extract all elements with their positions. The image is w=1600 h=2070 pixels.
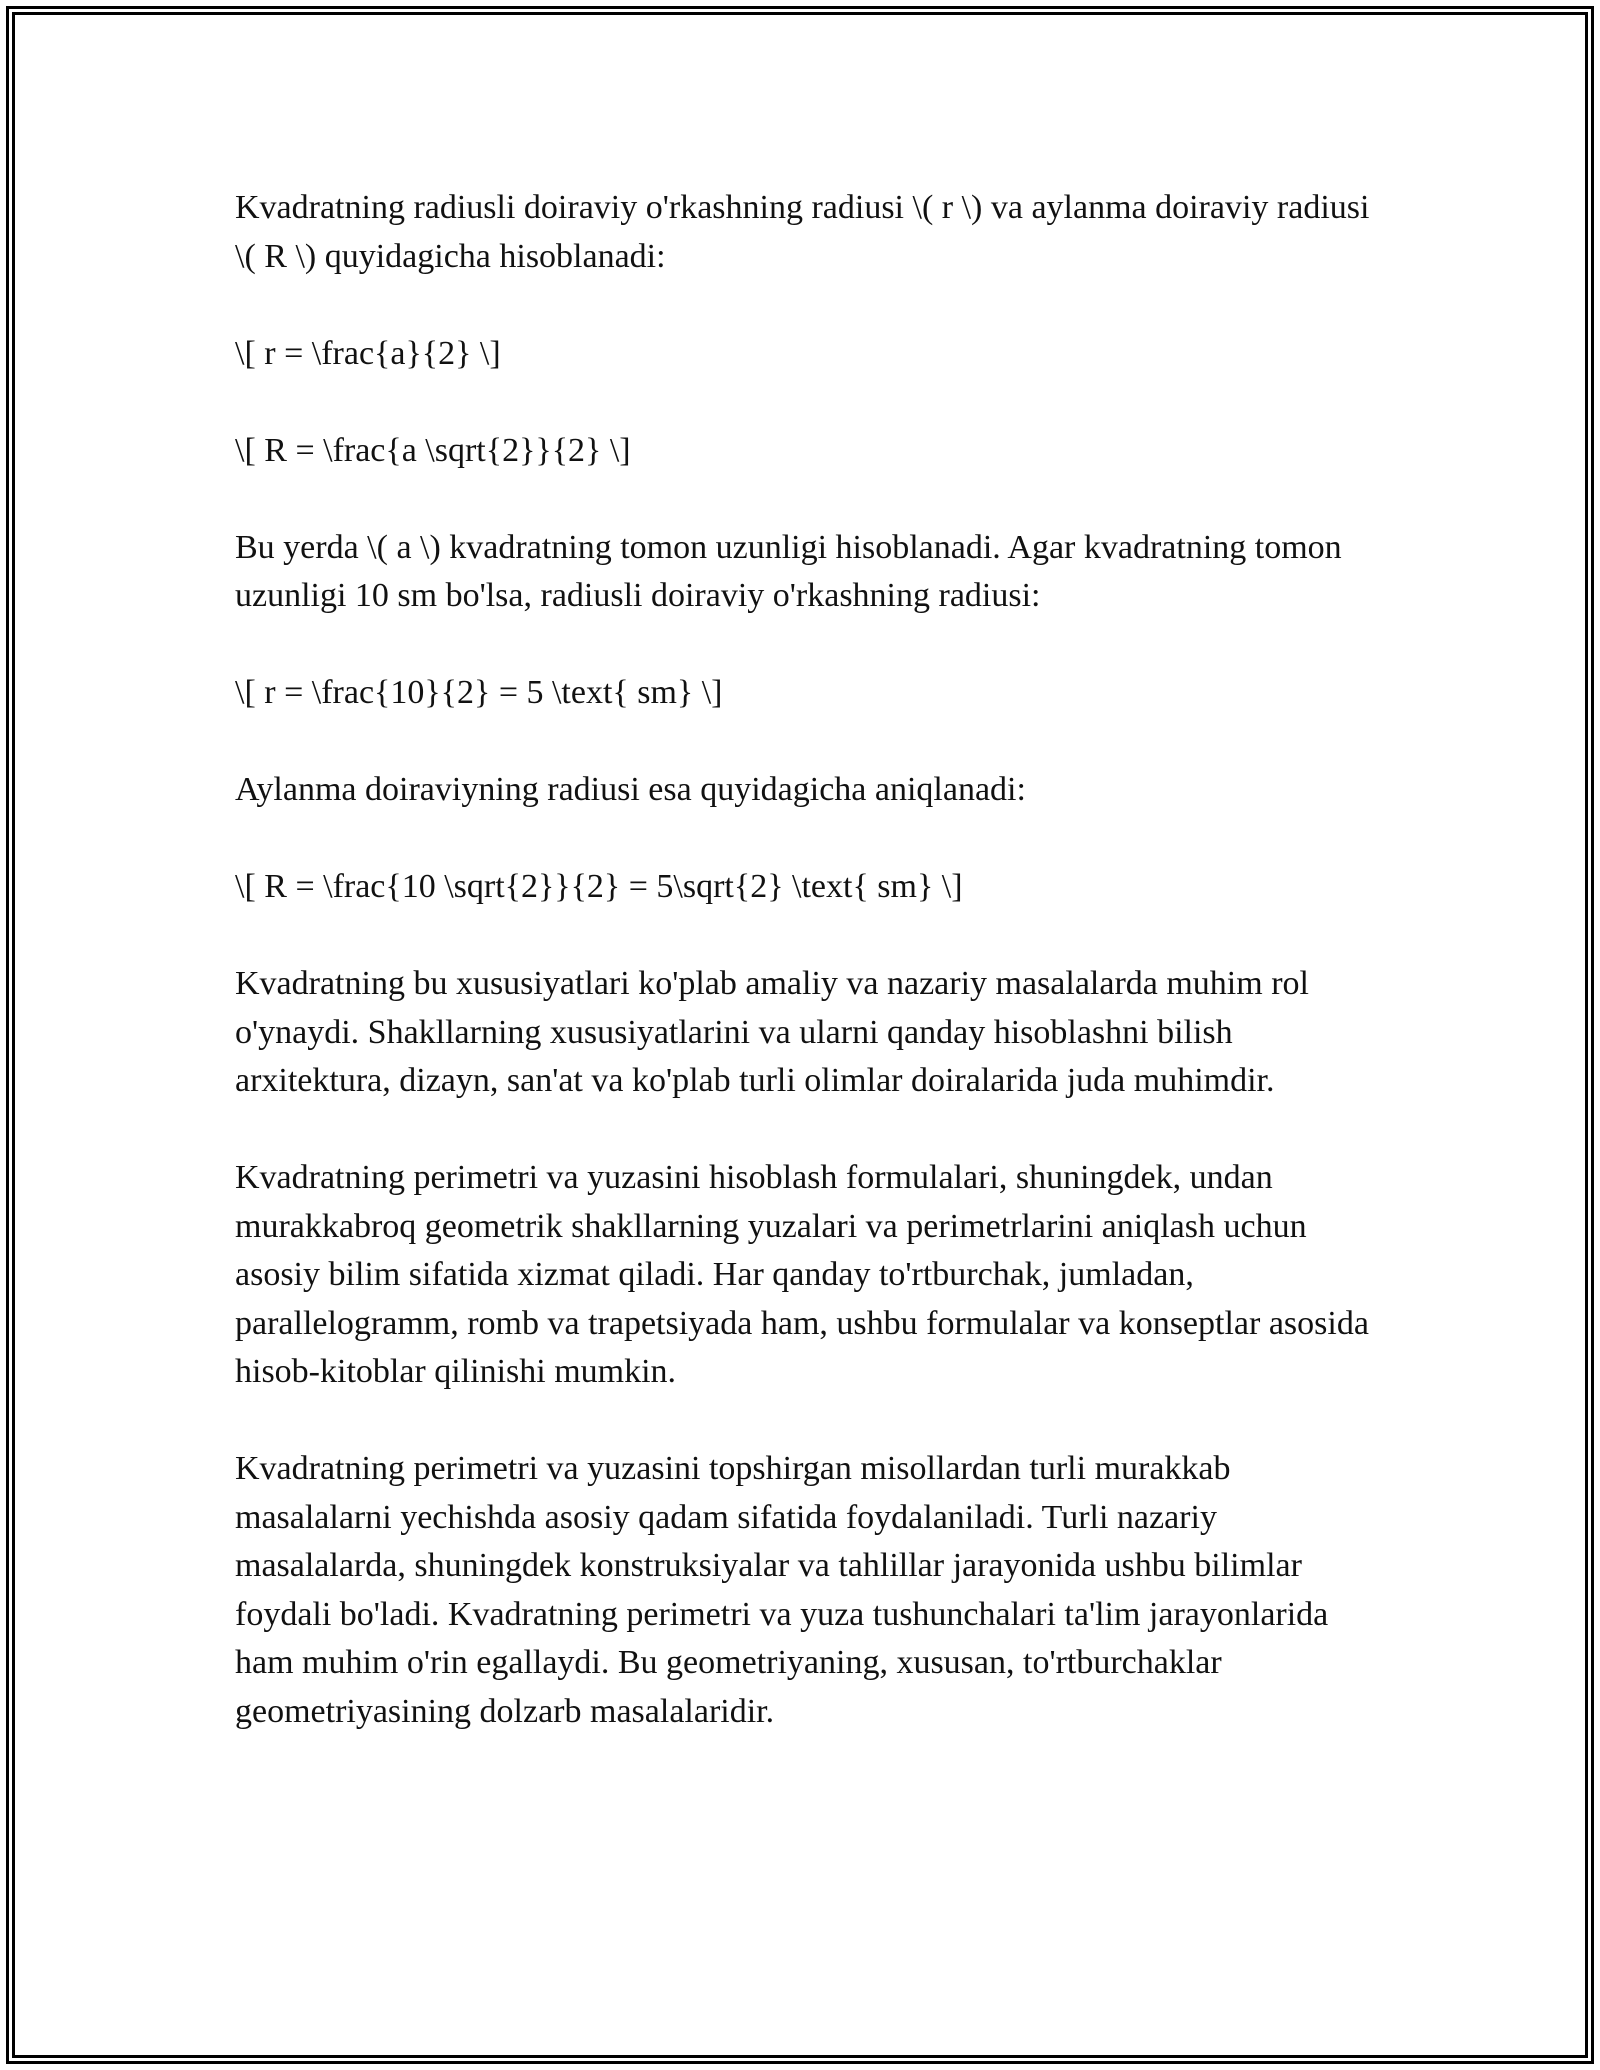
paragraph-circumradius-intro: Aylanma doiraviyning radiusi esa quyidagicha aniqlanadi: [235, 771, 1026, 808]
formula-inradius-general: \[ r = \frac{a}{2} \] [235, 334, 501, 372]
paragraph-radius-intro: Kvadratning radiusli doiraviy o'rkashning radiusi \( r \) va aylanma doiraviy radiusi \( R \) quyidagicha hisoblanadi: [235, 189, 1378, 275]
paragraph-applications: Kvadratning bu xususiyatlari ko'plab amaliy va nazariy masalalarda muhim rol o'ynaydi. Shakllarning xususiyatlarini va ularni qanday hisoblashni bilish arxitektura, dizayn, san'at va ko'plab turli olimlar doiralarida juda muhimdir. [235, 965, 1318, 1099]
formula-circumradius-general: \[ R = \frac{a \sqrt{2}}{2} \] [235, 431, 631, 469]
paragraph-formulas-usage: Kvadratning perimetri va yuzasini hisoblash formulalari, shuningdek, undan murakkabroq geometrik shakllarning yuzalari va perimetrlarini aniqlash uchun asosiy bilim sifatida xizmat qiladi. Har qanday to'rtburchak, jumladan, parallelogramm, romb va trapetsiyada ham, ushbu formulalar va konseptlar asosida hisob-kitoblar qilinishi mumkin. [235, 1159, 1378, 1390]
paragraph-conclusion: Kvadratning perimetri va yuzasini topshirgan misollardan turli murakkab masalalarni yechishda asosiy qadam sifatida foydalaniladi. Turli nazariy masalalarda, shuningdek konstruksiyalar va tahlillar jarayonida ushbu bilimlar foydali bo'ladi. Kvadratning perimetri va yuza tushunchalari ta'lim jarayonlarida ham muhim o'rin egallaydi. Bu geometriyaning, xususan, to'rtburchaklar geometriyasining dolzarb masalalaridir. [235, 1450, 1337, 1730]
formula-inradius-example: \[ r = \frac{10}{2} = 5 \text{ sm} \] [235, 674, 723, 711]
document-body [235, 184, 1378, 1785]
paragraph-side-length-example: Bu yerda \( a \) kvadratning tomon uzunligi hisoblanadi. Agar kvadratning tomon uzunligi 10 sm bo'lsa, radiusli doiraviy o'rkashning radiusi: [235, 528, 1351, 614]
formula-circumradius-example: \[ R = \frac{10 \sqrt{2}}{2} = 5\sqrt{2} \text{ sm} \] [235, 868, 963, 905]
